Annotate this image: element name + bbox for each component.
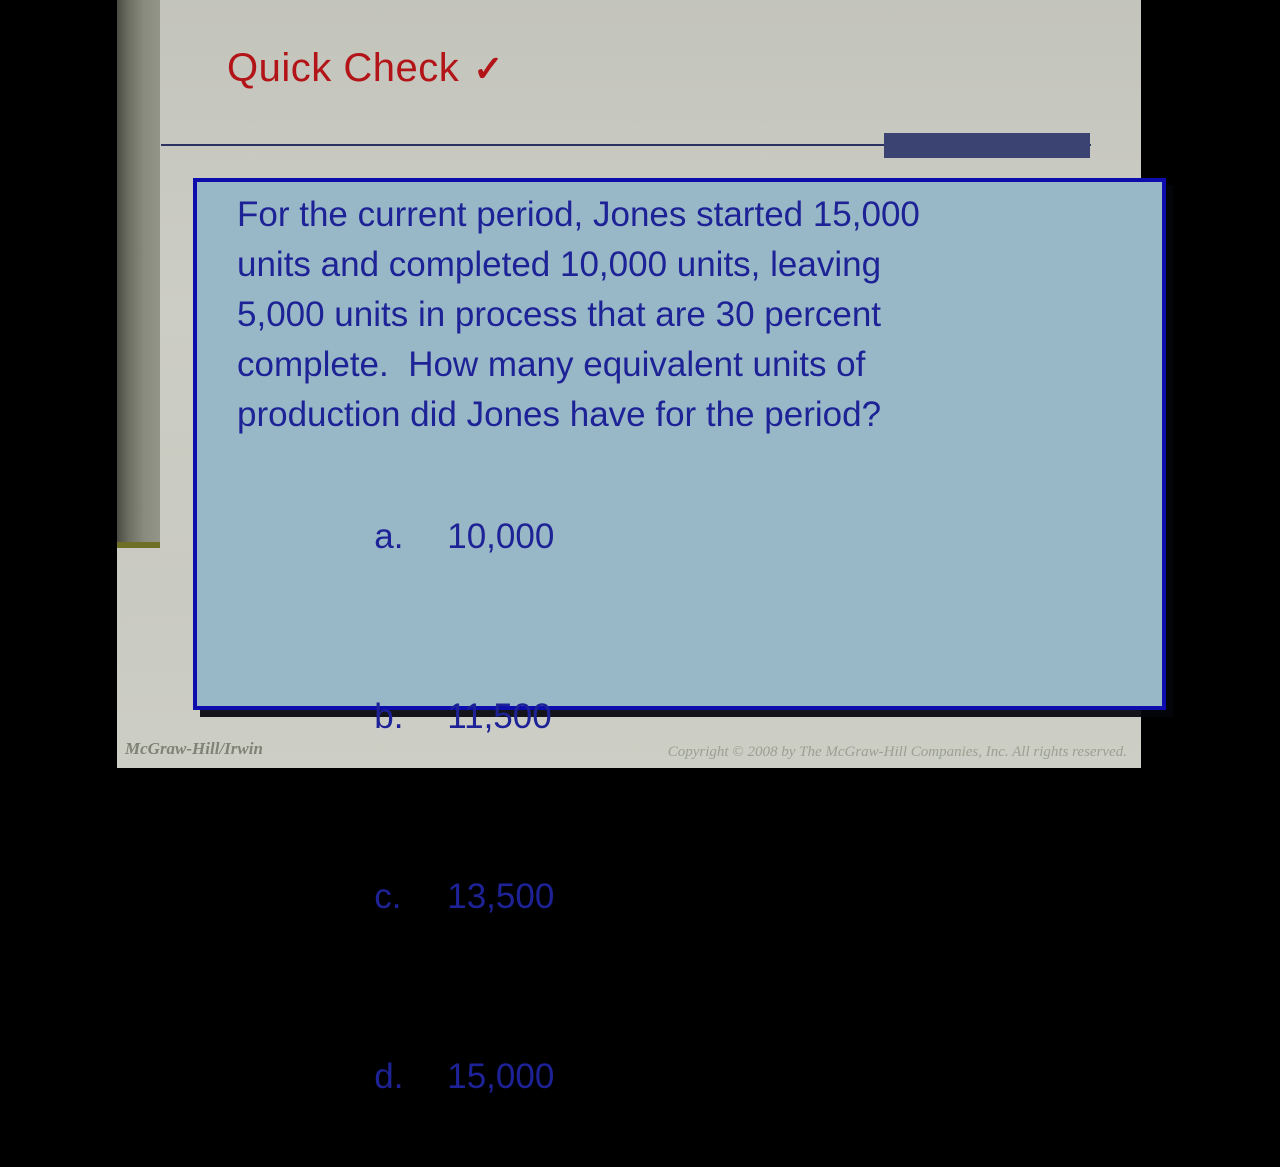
option-value: 15,000 <box>447 1057 555 1096</box>
slide-title-text: Quick Check <box>227 46 460 90</box>
option-value: 13,500 <box>447 877 555 916</box>
answer-option-a[interactable] <box>277 447 1146 627</box>
answer-option-d[interactable] <box>277 987 1146 1167</box>
slide-title <box>227 46 504 91</box>
footer-copyright: Copyright © 2008 by The McGraw-Hill Companies, Inc. All rights reserved. <box>667 744 1127 760</box>
answer-option-b[interactable] <box>277 627 1146 807</box>
question-line: 5,000 units in process that are 30 percent <box>237 295 882 334</box>
option-letter: c. <box>374 877 402 916</box>
option-letter: b. <box>374 697 404 736</box>
accent-strip-end-bar <box>117 542 160 548</box>
answer-options <box>277 447 1146 1167</box>
answer-option-c[interactable] <box>277 807 1146 987</box>
question-line: production did Jones have for the period? <box>237 395 882 434</box>
option-letter: a. <box>374 517 404 556</box>
title-accent-bar <box>884 133 1090 158</box>
option-letter: d. <box>374 1057 404 1096</box>
question-line: units and completed 10,000 units, leaving <box>237 245 882 284</box>
question-line: complete. How many equivalent units of <box>237 345 866 384</box>
option-value: 11,500 <box>447 697 552 736</box>
option-value: 10,000 <box>447 517 555 556</box>
question-line: For the current period, Jones started 15,000 <box>237 195 920 234</box>
footer-brand: McGraw-Hill/Irwin <box>125 739 263 758</box>
left-accent-strip <box>117 0 160 542</box>
checkmark-icon: ✓ <box>473 48 504 89</box>
slide-canvas <box>117 0 1141 1096</box>
